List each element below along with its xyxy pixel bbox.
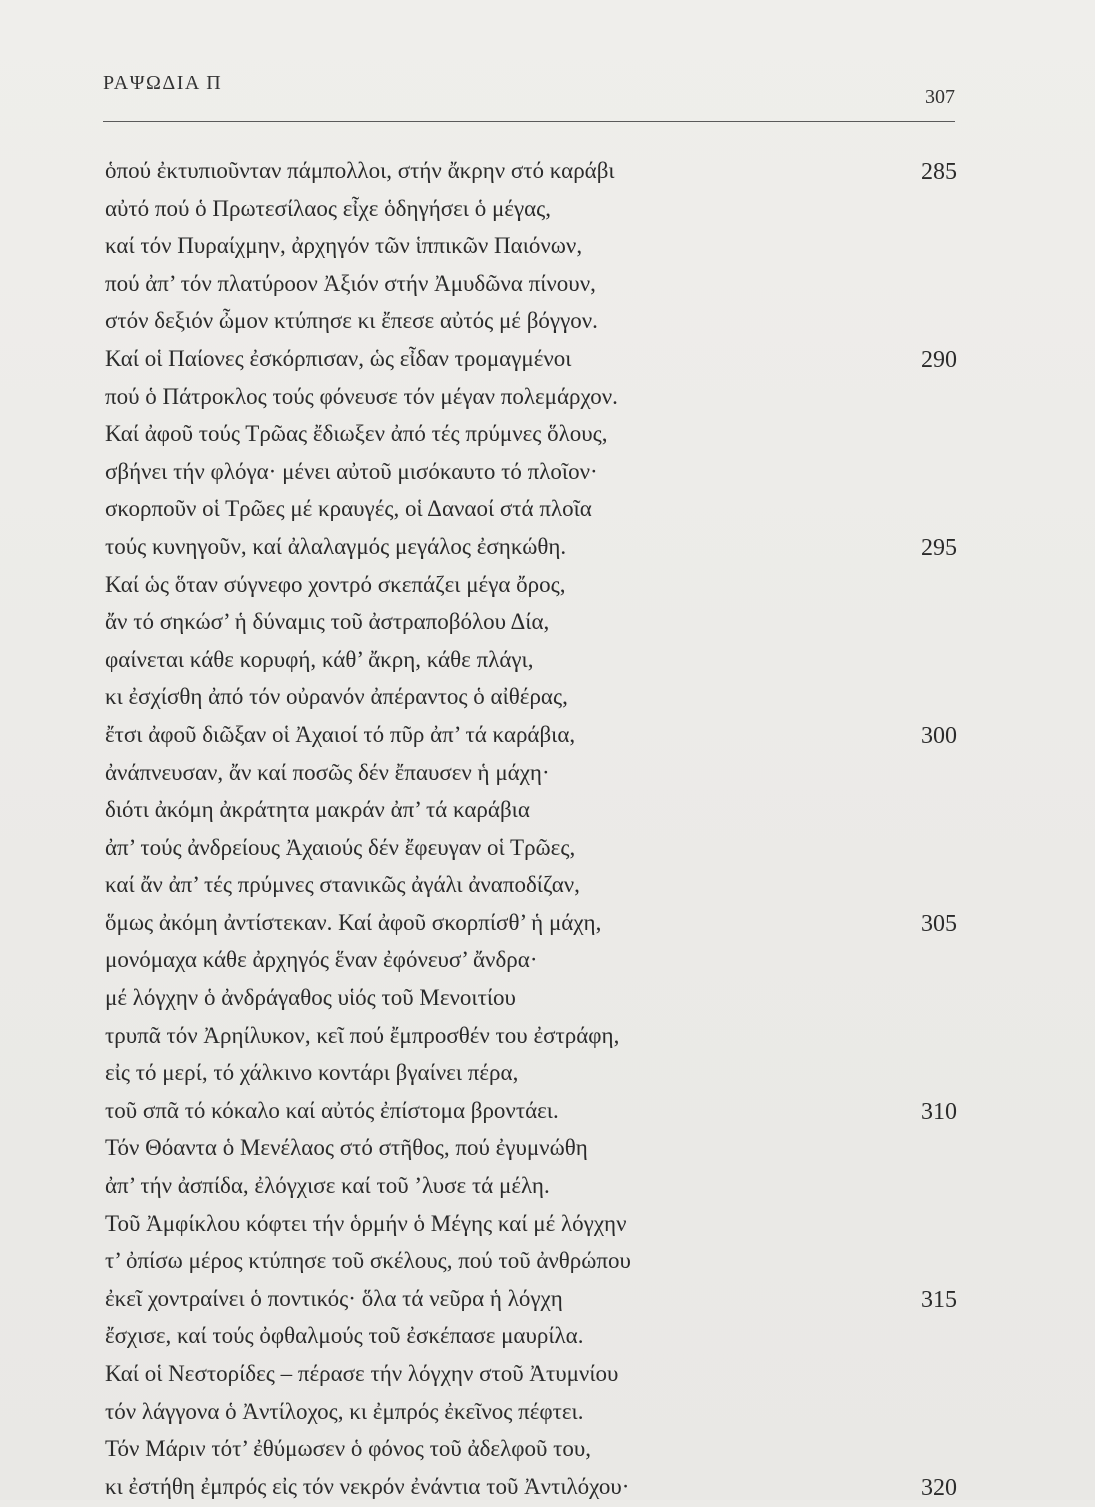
page-header xyxy=(103,72,955,112)
verse-text: εἰς τό μερί, τό χάλκινο κοντάρι βγαίνει πέρα, xyxy=(105,1060,519,1086)
verse-line xyxy=(105,566,965,604)
verse-line xyxy=(105,791,965,829)
verse-text: τ’ ὀπίσω μέρος κτύπησε τοῦ σκέλους, πού τοῦ ἀνθρώπου xyxy=(105,1248,631,1274)
verse-text: ἄν τό σηκώσ’ ἡ δύναμις τοῦ ἀστραποβόλου Δία, xyxy=(105,609,550,635)
verse-text: σκορποῦν οἱ Τρῶες μέ κραυγές, οἱ Δαναοί στά πλοῖα xyxy=(105,496,592,522)
line-number: 305 xyxy=(921,910,957,937)
verse-text: στόν δεξιόν ὦμον κτύπησε κι ἔπεσε αὐτός μέ βόγγον. xyxy=(105,308,598,334)
verse-line xyxy=(105,340,965,378)
verse-text: ἀπ’ τούς ἀνδρείους Ἀχαιούς δέν ἔφευγαν οἱ Τρῶες, xyxy=(105,834,576,860)
verse-text: Τόν Θόαντα ὁ Μενέλαος στό στῆθος, πού ἐγυμνώθη xyxy=(105,1135,588,1161)
verse-text: μονόμαχα κάθε ἀρχηγός ἕναν ἐφόνευσ’ ἄνδρα· xyxy=(105,947,538,973)
verse-text: μέ λόγχην ὁ ἀνδράγαθος υἱός τοῦ Μενοιτίου xyxy=(105,985,516,1011)
verse-line xyxy=(105,829,965,867)
verse-line xyxy=(105,1054,965,1092)
line-number: 310 xyxy=(921,1098,957,1125)
verse-line xyxy=(105,227,965,265)
verse-text: Τόν Μάριν τότ’ ἐθύμωσεν ὁ φόνος τοῦ ἀδελφοῦ του, xyxy=(105,1436,592,1462)
verse-text: Καί οἱ Νεστορίδες – πέρασε τήν λόγχην στοῦ Ἀτυμνίου xyxy=(105,1361,619,1386)
verse-text: τόν λάγγονα ὁ Ἀντίλοχος, κι ἐμπρός ἐκεῖνος πέφτει. xyxy=(105,1398,584,1424)
verse-text: ἔτσι ἀφοῦ διῶξαν οἱ Ἀχαιοί τό πῦρ ἀπ’ τά καράβια, xyxy=(105,721,576,747)
verse-line xyxy=(105,378,965,416)
verse-line xyxy=(105,1242,965,1280)
verse-line xyxy=(105,1017,965,1055)
verse-line xyxy=(105,528,965,566)
verse-line xyxy=(105,265,965,303)
line-number: 320 xyxy=(921,1474,957,1501)
line-number: 285 xyxy=(921,159,957,185)
verse-line xyxy=(105,1280,965,1318)
verse-text: Καί ἀφοῦ τούς Τρῶας ἔδιωξεν ἀπό τές πρύμνες ὅλους, xyxy=(105,421,608,447)
verse-line xyxy=(105,941,965,979)
verse-text: ὁπού ἐκτυπιοῦνταν πάμπολλοι, στήν ἄκρην στό καράβι xyxy=(105,158,615,183)
verse-line xyxy=(105,1317,965,1355)
header-rule xyxy=(103,121,955,122)
verse-text: ὅμως ἀκόμη ἀντίστεκαν. Καί ἀφοῦ σκορπίσθ’ ἡ μάχη, xyxy=(105,909,602,935)
verse-line xyxy=(105,754,965,792)
verse-line xyxy=(105,866,965,904)
verse-line xyxy=(105,904,965,942)
line-number: 300 xyxy=(921,722,957,749)
verse-line xyxy=(105,1393,965,1431)
verse-line xyxy=(105,1129,965,1167)
verse-line xyxy=(105,641,965,679)
verse-text: ἀπ’ τήν ἀσπίδα, ἐλόγχισε καί τοῦ ’λυσε τά μέλη. xyxy=(105,1173,550,1199)
verse-line xyxy=(105,1355,965,1393)
verse-line xyxy=(105,152,965,190)
verse-line xyxy=(105,1205,965,1243)
verse-text: καί τόν Πυραίχμην, ἀρχηγόν τῶν ἱππικῶν Παιόνων, xyxy=(105,233,583,259)
verse-line xyxy=(105,490,965,528)
verse-text: κι ἐστήθη ἐμπρός εἰς τόν νεκρόν ἐνάντια τοῦ Ἀντιλόχου· xyxy=(105,1473,630,1499)
verse-text: κι ἐσχίσθη ἀπό τόν οὐρανόν ἀπέραντος ὁ αἰθέρας, xyxy=(105,684,568,710)
verse-text: διότι ἀκόμη ἀκράτητα μακράν ἀπ’ τά καράβια xyxy=(105,797,530,823)
verse-text: τούς κυνηγοῦν, καί ἀλαλαγμός μεγάλος ἐσηκώθη. xyxy=(105,533,567,559)
verse-text: αὐτό πού ὁ Πρωτεσίλαος εἶχε ὁδηγήσει ὁ μέγας, xyxy=(105,195,552,221)
verse-line xyxy=(105,603,965,641)
verse-line xyxy=(105,302,965,340)
verse-text: τοῦ σπᾶ τό κόκαλο καί αὐτός ἐπίστομα βροντάει. xyxy=(105,1097,559,1123)
verse-text: πού ὁ Πάτροκλος τούς φόνευσε τόν μέγαν πολεμάρχον. xyxy=(105,383,618,409)
verse-text: σβήνει τήν φλόγα· μένει αὐτοῦ μισόκαυτο τό πλοῖον· xyxy=(105,458,598,484)
verse-block xyxy=(105,152,965,1505)
verse-line xyxy=(105,1092,965,1130)
verse-line xyxy=(105,979,965,1017)
verse-line xyxy=(105,415,965,453)
verse-line xyxy=(105,1167,965,1205)
line-number: 290 xyxy=(921,346,957,373)
verse-text: Τοῦ Ἀμφίκλου κόφτει τήν ὁρμήν ὁ Μέγης καί μέ λόγχην xyxy=(105,1210,627,1236)
verse-text: Καί ὡς ὅταν σύγνεφο χοντρό σκεπάζει μέγα ὄρος, xyxy=(105,571,566,597)
verse-text: τρυπᾶ τόν Ἀρηίλυκον, κεῖ πού ἔμπροσθέν του ἐστράφη, xyxy=(105,1022,620,1048)
verse-line xyxy=(105,716,965,754)
verse-line xyxy=(105,678,965,716)
line-number: 315 xyxy=(921,1286,957,1313)
verse-text: Καί οἱ Παίονες ἐσκόρπισαν, ὡς εἶδαν τρομαγμένοι xyxy=(105,345,572,371)
verse-text: ἀνάπνευσαν, ἄν καί ποσῶς δέν ἔπαυσεν ἡ μάχη· xyxy=(105,759,550,785)
verse-text: πού ἀπ’ τόν πλατύροον Ἀξιόν στήν Ἀμυδῶνα πίνουν, xyxy=(105,270,596,296)
verse-line xyxy=(105,1430,965,1468)
verse-text: ἔσχισε, καί τούς ὀφθαλμούς τοῦ ἐσκέπασε μαυρίλα. xyxy=(105,1323,584,1349)
verse-text: καί ἄν ἀπ’ τές πρύμνες στανικῶς ἀγάλι ἀναποδίζαν, xyxy=(105,872,580,898)
verse-text: φαίνεται κάθε κορυφή, κάθ’ ἄκρη, κάθε πλάγι, xyxy=(105,646,534,672)
line-number: 295 xyxy=(921,534,957,561)
verse-line xyxy=(105,190,965,228)
running-title: ΡΑΨΩΔΙΑ Π xyxy=(103,72,223,94)
verse-line xyxy=(105,453,965,491)
page-number: 307 xyxy=(925,86,955,108)
verse-text: ἐκεῖ χοντραίνει ὁ ποντικός· ὅλα τά νεῦρα ἡ λόγχη xyxy=(105,1285,563,1311)
